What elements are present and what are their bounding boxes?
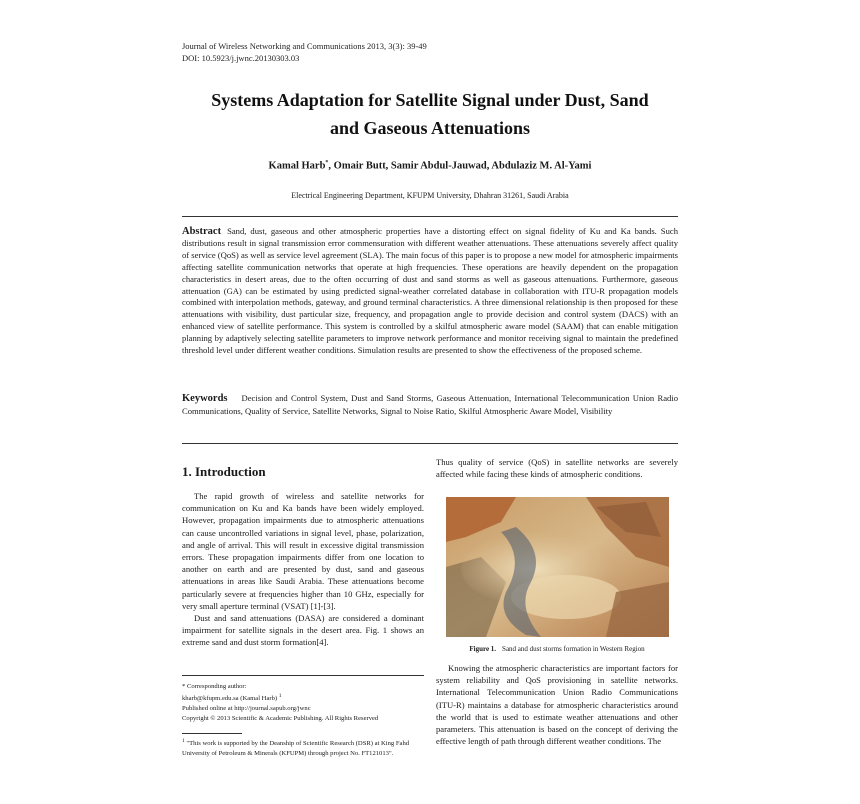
footnote-rule	[182, 675, 424, 676]
footnote-copyright: Copyright © 2013 Scientific & Academic Publishing. All Rights Reserved	[182, 714, 379, 722]
footnote-email-line	[182, 692, 424, 704]
footnote-support-mark: 1	[182, 738, 185, 744]
keywords-bottom-rule	[182, 443, 678, 444]
paper-title	[130, 86, 730, 142]
figure-label: Figure 1.	[469, 645, 497, 653]
section-heading-introduction: 1. Introduction	[182, 464, 266, 479]
figure-caption	[436, 645, 678, 653]
keywords-text: Decision and Control System, Dust and Sand Storms, Gaseous Attenuation, International Telecommunication Union Radio Communications, Quality of Service, Satellite Networks, Signal to Noise Ratio, Skilful Atmospheric Aware Model, Visibility	[182, 393, 678, 417]
footnote-support-text: "This work is supported by the Deanship of Scientific Research (DSR) at King Fahd University of Petroleum & Minerals (KFUPM) through project No. FT121013".	[182, 740, 410, 757]
footnote-email-mark: 1	[278, 692, 282, 699]
title-line-2: and Gaseous Attenuations	[329, 118, 531, 138]
keywords-block	[182, 392, 678, 417]
journal-doi: DOI: 10.5923/j.jwnc.20130303.03	[182, 53, 300, 63]
author-first: Kamal Harb	[268, 160, 326, 172]
footnotes-block	[182, 682, 424, 723]
left-column	[182, 464, 424, 649]
corresponding-mark: *	[325, 160, 329, 166]
footnote-published: Published online at http://journal.sapub.org/jwnc	[182, 704, 311, 712]
intro-paragraph-2: Dust and sand attenuations (DASA) are considered a dominant impairment for satellite signals in the desert area. Fig. 1 shows an extreme sand and dust storm formation[4].	[182, 613, 424, 648]
figure-caption-text: Sand and dust storms formation in Western Region	[502, 645, 645, 653]
satellite-image	[446, 497, 669, 637]
right-paragraph-bottom: Knowing the atmospheric characteristics are important factors for system reliability and QoS provisioning in satellite networks. International Telecommunication Union Radio Communications (ITU-R) maintains a database for atmospheric characteristics around the world that is used to estimate weather attenuations and other parameters. This attenuation is based on the concept of deriving the effective length of path through different weather conditions. The	[436, 663, 678, 747]
journal-header	[182, 40, 427, 64]
footnote-support	[182, 737, 424, 759]
right-paragraph-top: Thus quality of service (QoS) in satellite networks are severely affected while facing these kinds of atmospheric conditions.	[436, 457, 678, 480]
abstract-text: Sand, dust, gaseous and other atmospheric properties have a distorting effect on signal fidelity of Ku and Ka bands. Such distributions result in signal transmission error commensuration with different weather attenuations. These attenuations severely affect quality of service (QoS) as well as service level agreement (SLA). The main focus of this paper is to propose a new model for atmospheric impairments affecting satellite communication networks that operate at high frequencies. These operations are heavily dependent on the propagation characteristics in desert areas, due to the often occurring of dust and sand storms as well as gaseous attenuations. Furthermore, gaseous attenuation (GA) can be estimated by using predicted signal-weather correlated database in collaboration with ITU-R propagation models combined with interpolation methods, gateway, and ground terminal characteristics. A three dimensional relationship is then proposed for these attenuations with visibility, dust particular size, frequency, and propagation angle to provide decision and control system (DACS) with an enhanced view of satellite performance. This system is controlled by a skilful atmospheric aware model (SAAM) that can enable mitigation planning by adaptively selecting satellite parameters to improve network performance and monitor receiving signal to maintain the predefined threshold level under different weather conditions. Simulation results are presented to show the effectiveness of the proposed scheme.	[182, 226, 678, 356]
footnote-corresponding: * Corresponding author:	[182, 683, 247, 690]
affiliation: Electrical Engineering Department, KFUPM University, Dhahran 31261, Saudi Arabia	[291, 191, 569, 200]
abstract-block	[182, 226, 678, 357]
journal-citation: Journal of Wireless Networking and Communications 2013, 3(3): 39-49	[182, 41, 427, 51]
title-line-1: Systems Adaptation for Satellite Signal under Dust, Sand	[211, 90, 649, 110]
keywords-heading: Keywords	[182, 393, 228, 404]
abstract-heading: Abstract	[182, 226, 222, 237]
author-list	[182, 160, 678, 172]
footnote-rule-2	[182, 733, 242, 734]
abstract-top-rule	[182, 216, 678, 217]
intro-paragraph-1: The rapid growth of wireless and satellite networks for communication on Ku and Ka bands have been widely employed. However, propagation impairments due to atmospheric attenuations can cause uncontrolled variations in signal level, phase, polarization, and angle of arrival. This will result in excessive digital transmission errors. These propagation impairments differ from one location to another on earth and are presented by dust, sand and gaseous attenuations in areas like Saudi Arabia. These attenuations become particularly severe at frequencies higher than 10 GHz, especially for very small aperture terminal (VSAT) [1]-[3].	[182, 491, 424, 611]
figure-satellite-image	[446, 497, 669, 637]
footnote-email: kharb@kfupm.edu.sa (Kamal Harb)	[182, 694, 278, 702]
right-column-lower	[436, 662, 678, 747]
author-rest: , Omair Butt, Samir Abdul-Jauwad, Abdulaziz M. Al-Yami	[328, 160, 592, 172]
right-column	[436, 456, 678, 480]
